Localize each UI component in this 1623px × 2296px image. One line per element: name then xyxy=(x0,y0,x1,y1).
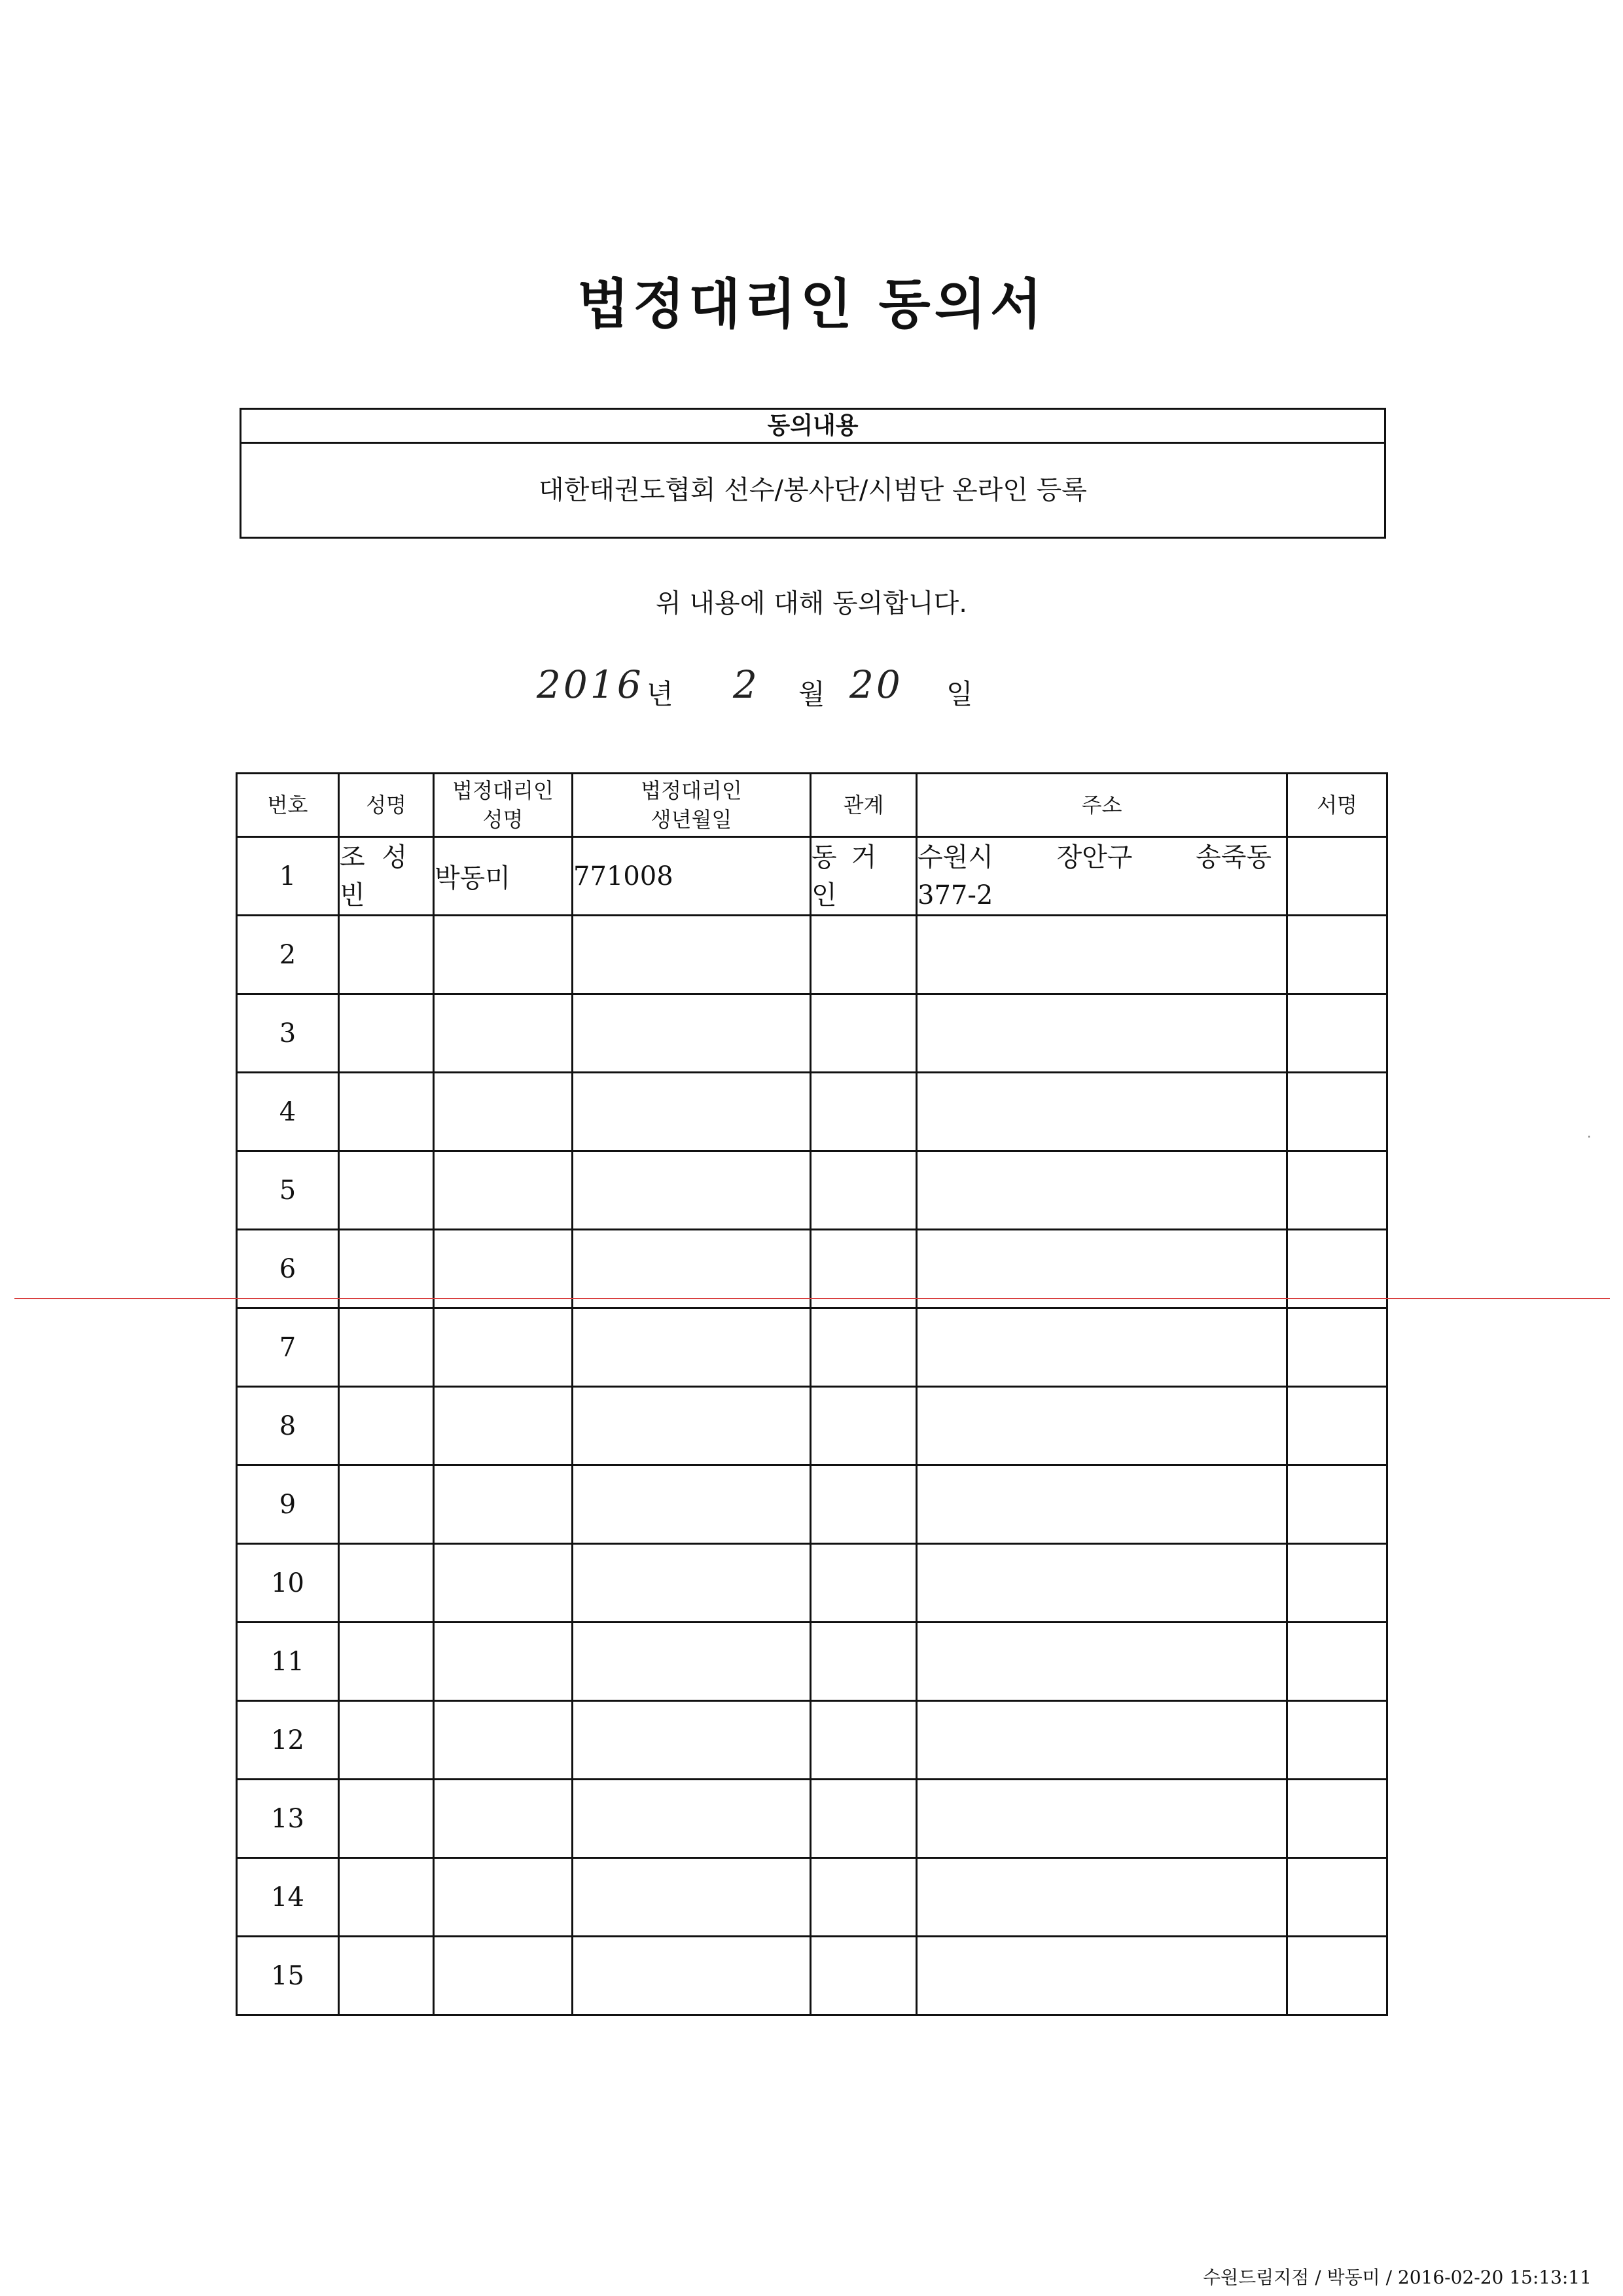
cell-guardian-birth xyxy=(573,1230,811,1308)
table-row xyxy=(237,1151,1387,1230)
cell-signature xyxy=(1287,837,1387,916)
date-day-unit: 일 xyxy=(946,678,973,710)
cell-guardian-birth xyxy=(573,1701,811,1780)
cell-guardian-birth: 771008 xyxy=(573,837,811,916)
cell-guardian-birth xyxy=(573,1073,811,1151)
cell-signature xyxy=(1287,1780,1387,1858)
cell-relation xyxy=(811,1544,917,1623)
cell-name xyxy=(339,1701,434,1780)
cell-guardian-name xyxy=(434,1387,573,1465)
cell-guardian-name xyxy=(434,1544,573,1623)
cell-relation xyxy=(811,1623,917,1701)
footer-stamp: 수원드림지점 / 박동미 / 2016-02-20 15:13:11 xyxy=(1203,2267,1592,2288)
cell-name xyxy=(339,1465,434,1544)
cell-address xyxy=(917,1544,1287,1623)
cell-relation: 동거인 xyxy=(811,837,917,916)
cell-signature xyxy=(1287,1387,1387,1465)
cell-signature xyxy=(1287,1623,1387,1701)
cell-guardian-birth xyxy=(573,1308,811,1387)
header-guardian-birth-line1: 법정대리인 xyxy=(641,778,742,803)
cell-relation xyxy=(811,1780,917,1858)
table-row xyxy=(237,1937,1387,2015)
address-line-2: 377-2 xyxy=(918,880,993,910)
table-row xyxy=(237,1230,1387,1308)
row-number: 5 xyxy=(237,1151,339,1230)
cell-guardian-name xyxy=(434,994,573,1073)
cell-address xyxy=(917,1308,1287,1387)
cell-address xyxy=(917,1858,1287,1937)
date-year-handwritten: 2016 xyxy=(537,662,644,707)
cell-signature xyxy=(1287,1308,1387,1387)
cell-guardian-name xyxy=(434,1308,573,1387)
cell-relation xyxy=(811,916,917,994)
cell-address xyxy=(917,1623,1287,1701)
cell-guardian-birth xyxy=(573,1623,811,1701)
table-row xyxy=(237,1858,1387,1937)
table-header-row xyxy=(237,774,1387,837)
cell-address xyxy=(917,1230,1287,1308)
row-number: 11 xyxy=(237,1623,339,1701)
cell-signature xyxy=(1287,916,1387,994)
row-number: 13 xyxy=(237,1780,339,1858)
address-part: 송죽동 xyxy=(1196,842,1272,872)
header-relation: 관계 xyxy=(811,774,917,837)
header-guardian-name-line2: 성명 xyxy=(482,807,524,832)
cell-address xyxy=(917,1465,1287,1544)
table-row xyxy=(237,1308,1387,1387)
header-guardian-name xyxy=(434,774,573,837)
cell-relation xyxy=(811,1937,917,2015)
header-name: 성명 xyxy=(339,774,434,837)
cell-guardian-name xyxy=(434,1780,573,1858)
cell-guardian-birth xyxy=(573,916,811,994)
date-month-unit: 월 xyxy=(798,678,825,710)
cell-address xyxy=(917,1701,1287,1780)
cell-name xyxy=(339,1623,434,1701)
table-row xyxy=(237,1701,1387,1780)
guardian-table xyxy=(236,772,1388,2016)
cell-guardian-name xyxy=(434,1073,573,1151)
cell-guardian-name xyxy=(434,916,573,994)
cell-name: 조성빈 xyxy=(339,837,434,916)
cell-relation xyxy=(811,1858,917,1937)
table-row xyxy=(237,1544,1387,1623)
cell-name xyxy=(339,1230,434,1308)
row-number: 8 xyxy=(237,1387,339,1465)
row-number: 9 xyxy=(237,1465,339,1544)
row-number: 10 xyxy=(237,1544,339,1623)
row-number: 14 xyxy=(237,1858,339,1937)
scan-artifact-line xyxy=(14,1298,1610,1299)
date-month-handwritten: 2 xyxy=(733,662,760,707)
row-number: 12 xyxy=(237,1701,339,1780)
cell-name xyxy=(339,1151,434,1230)
consent-statement: 위 내용에 대해 동의합니다. xyxy=(656,588,967,619)
cell-guardian-birth xyxy=(573,1544,811,1623)
cell-guardian-birth xyxy=(573,1465,811,1544)
table-row xyxy=(237,1387,1387,1465)
table-row xyxy=(237,837,1387,916)
cell-guardian-birth xyxy=(573,1858,811,1937)
date-day-handwritten: 20 xyxy=(849,662,903,707)
cell-guardian-name xyxy=(434,1230,573,1308)
table-row xyxy=(237,1780,1387,1858)
cell-name xyxy=(339,1387,434,1465)
cell-signature xyxy=(1287,1544,1387,1623)
cell-signature xyxy=(1287,1937,1387,2015)
cell-address xyxy=(917,837,1287,916)
cell-name xyxy=(339,1308,434,1387)
table-row xyxy=(237,1073,1387,1151)
cell-guardian-birth xyxy=(573,1937,811,2015)
cell-relation xyxy=(811,1073,917,1151)
document-title: 법정대리인 동의서 xyxy=(577,274,1046,336)
table-row xyxy=(237,916,1387,994)
agreement-content: 대한태권도협회 선수/봉사단/시범단 온라인 등록 xyxy=(539,475,1087,505)
cell-signature xyxy=(1287,1073,1387,1151)
cell-name xyxy=(339,1544,434,1623)
address-part: 장안구 xyxy=(1056,842,1133,872)
row-number: 6 xyxy=(237,1230,339,1308)
cell-relation xyxy=(811,1230,917,1308)
header-guardian-birth-line2: 생년월일 xyxy=(651,807,732,832)
agreement-box xyxy=(240,408,1386,539)
cell-relation xyxy=(811,1465,917,1544)
cell-relation xyxy=(811,994,917,1073)
cell-signature xyxy=(1287,1230,1387,1308)
table-row xyxy=(237,1465,1387,1544)
cell-guardian-name xyxy=(434,1465,573,1544)
agreement-header: 동의내용 xyxy=(241,410,1384,444)
cell-relation xyxy=(811,1701,917,1780)
header-guardian-birth xyxy=(573,774,811,837)
cell-address xyxy=(917,1937,1287,2015)
cell-signature xyxy=(1287,1151,1387,1230)
cell-signature xyxy=(1287,1701,1387,1780)
table-body xyxy=(237,837,1387,2015)
table-row xyxy=(237,994,1387,1073)
cell-signature xyxy=(1287,994,1387,1073)
cell-guardian-name: 박동미 xyxy=(434,837,573,916)
address-line-1 xyxy=(918,838,1286,876)
cell-relation xyxy=(811,1387,917,1465)
cell-guardian-name xyxy=(434,1701,573,1780)
row-number: 7 xyxy=(237,1308,339,1387)
header-signature: 서명 xyxy=(1287,774,1387,837)
cell-address xyxy=(917,1780,1287,1858)
cell-guardian-name xyxy=(434,1623,573,1701)
cell-guardian-birth xyxy=(573,994,811,1073)
cell-address xyxy=(917,994,1287,1073)
cell-signature xyxy=(1287,1465,1387,1544)
address-part: 수원시 xyxy=(918,842,993,872)
date-year-unit: 년 xyxy=(647,678,673,710)
cell-address xyxy=(917,1151,1287,1230)
header-address: 주소 xyxy=(917,774,1287,837)
cell-guardian-birth xyxy=(573,1780,811,1858)
row-number: 2 xyxy=(237,916,339,994)
header-guardian-name-line1: 법정대리인 xyxy=(452,778,554,803)
cell-signature xyxy=(1287,1858,1387,1937)
cell-name xyxy=(339,1780,434,1858)
cell-address xyxy=(917,1387,1287,1465)
cell-name xyxy=(339,1937,434,2015)
cell-address xyxy=(917,1073,1287,1151)
row-number: 4 xyxy=(237,1073,339,1151)
row-number: 1 xyxy=(237,837,339,916)
cell-guardian-birth xyxy=(573,1151,811,1230)
row-number: 3 xyxy=(237,994,339,1073)
cell-name xyxy=(339,1858,434,1937)
cell-guardian-name xyxy=(434,1937,573,2015)
cell-guardian-name xyxy=(434,1858,573,1937)
cell-guardian-name xyxy=(434,1151,573,1230)
row-number: 15 xyxy=(237,1937,339,2015)
cell-name xyxy=(339,1073,434,1151)
header-no: 번호 xyxy=(237,774,339,837)
cell-relation xyxy=(811,1308,917,1387)
cell-address xyxy=(917,916,1287,994)
scan-speck: · xyxy=(1587,1129,1592,1145)
table-row xyxy=(237,1623,1387,1701)
cell-name xyxy=(339,916,434,994)
cell-guardian-birth xyxy=(573,1387,811,1465)
cell-relation xyxy=(811,1151,917,1230)
cell-name xyxy=(339,994,434,1073)
